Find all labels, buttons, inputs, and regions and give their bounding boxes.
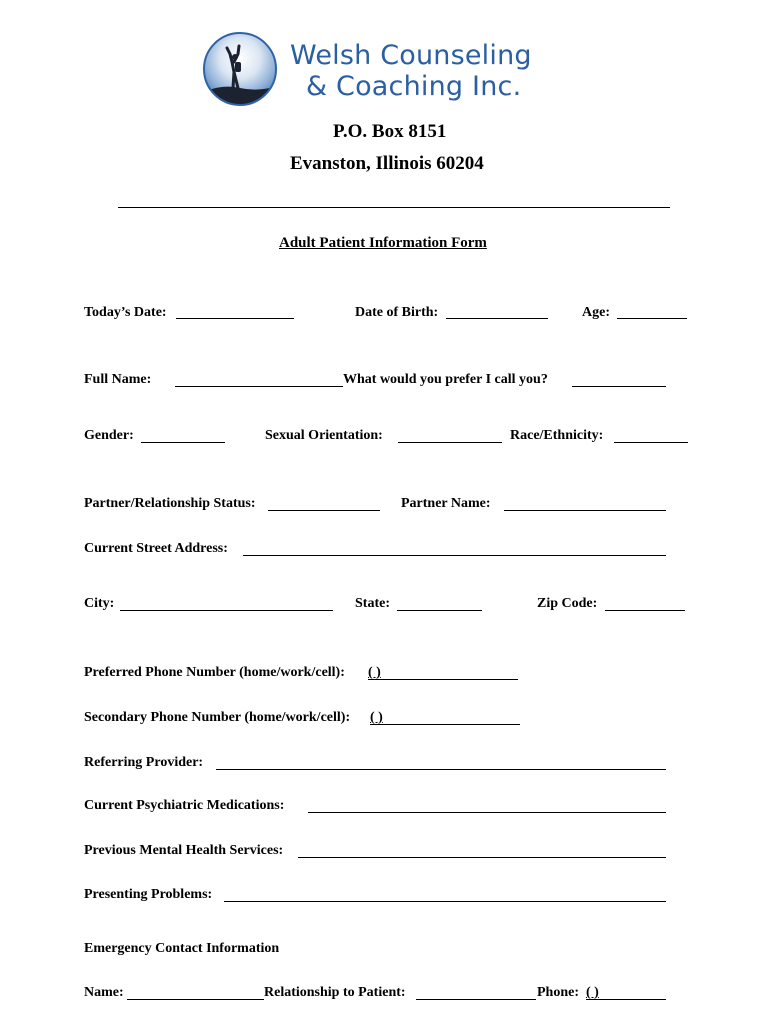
state-field[interactable] (397, 610, 482, 611)
emergency-phone-area-code: ( ) (586, 985, 599, 1000)
emergency-relationship-label: Relationship to Patient: (264, 985, 406, 1000)
preferred-phone-area-code: ( ) (368, 665, 381, 680)
presenting-problems-label: Presenting Problems: (84, 887, 213, 902)
full-name-label: Full Name: (84, 372, 152, 387)
relationship-status-field[interactable] (268, 510, 380, 511)
full-name-field[interactable] (175, 386, 343, 387)
psychiatric-medications-label: Current Psychiatric Medications: (84, 798, 285, 813)
form-title: Adult Patient Information Form (279, 235, 487, 251)
org-name-line1: Welsh Counseling (290, 40, 532, 71)
emergency-name-field[interactable] (127, 999, 264, 1000)
race-ethnicity-label: Race/Ethnicity: (510, 428, 604, 443)
preferred-name-field[interactable] (572, 386, 666, 387)
previous-services-field[interactable] (298, 857, 666, 858)
sexual-orientation-label: Sexual Orientation: (265, 428, 383, 443)
address-line2: Evanston, Illinois 60204 (290, 153, 484, 174)
psychiatric-medications-field[interactable] (308, 812, 666, 813)
age-field[interactable] (617, 318, 687, 319)
age-label: Age: (582, 305, 610, 320)
secondary-phone-area-code: ( ) (370, 710, 383, 725)
emergency-relationship-field[interactable] (416, 999, 536, 1000)
org-name-line2: & Coaching Inc. (306, 71, 522, 102)
referring-provider-label: Referring Provider: (84, 755, 204, 770)
preferred-phone-label: Preferred Phone Number (home/work/cell): (84, 665, 345, 680)
secondary-phone-field[interactable] (370, 724, 520, 725)
emergency-phone-label: Phone: (537, 985, 579, 1000)
emergency-phone-field[interactable] (586, 999, 666, 1000)
separator-line (118, 207, 670, 208)
logo-icon (203, 32, 277, 106)
previous-services-label: Previous Mental Health Services: (84, 843, 284, 858)
relationship-status-label: Partner/Relationship Status: (84, 496, 256, 511)
street-address-field[interactable] (243, 555, 666, 556)
preferred-phone-field[interactable] (368, 679, 518, 680)
todays-date-field[interactable] (176, 318, 294, 319)
emergency-name-label: Name: (84, 985, 124, 1000)
zip-code-field[interactable] (605, 610, 685, 611)
gender-label: Gender: (84, 428, 134, 443)
referring-provider-field[interactable] (216, 769, 666, 770)
preferred-name-label: What would you prefer I call you? (343, 372, 548, 387)
street-address-label: Current Street Address: (84, 541, 228, 556)
address-line1: P.O. Box 8151 (333, 121, 447, 142)
partner-name-field[interactable] (504, 510, 666, 511)
date-of-birth-field[interactable] (446, 318, 548, 319)
state-label: State: (355, 596, 390, 611)
presenting-problems-field[interactable] (224, 901, 666, 902)
todays-date-label: Today’s Date: (84, 305, 167, 320)
partner-name-label: Partner Name: (401, 496, 491, 511)
sexual-orientation-field[interactable] (398, 442, 502, 443)
secondary-phone-label: Secondary Phone Number (home/work/cell): (84, 710, 351, 725)
emergency-contact-heading: Emergency Contact Information (84, 941, 280, 956)
zip-code-label: Zip Code: (537, 596, 598, 611)
city-label: City: (84, 596, 115, 611)
race-ethnicity-field[interactable] (614, 442, 688, 443)
city-field[interactable] (120, 610, 333, 611)
date-of-birth-label: Date of Birth: (355, 305, 439, 320)
gender-field[interactable] (141, 442, 225, 443)
